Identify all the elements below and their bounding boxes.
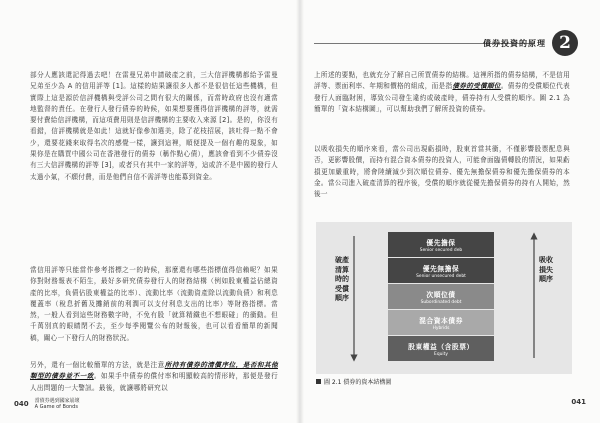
- capital-tier-name: 股東權益（含股票）: [408, 342, 474, 351]
- capital-structure-stack: [388, 232, 494, 362]
- body-text-run: ，或者只有其中一家的評等，這或許不是中國的發行人太過小氣，不願付費，而是他們自信不需評等也能募到資金。: [30, 161, 278, 181]
- body-text-run: 。這樣的結果讓很多人都不是很信任這些機構，但實際上這是源於信評機構與受評公司之間有很大的關係，而當時政府也沒有適當地監督的責任。在發行人發行債券的時候，如果想要獲得信評機構的評等，就需要付費給信評機構，而這項費用則是信評機構的主要收入來源: [30, 82, 279, 125]
- body-text-run: [1]: [112, 82, 124, 91]
- capital-tier-english-name: Senior unsecured debt: [416, 273, 466, 279]
- capital-tier: [388, 310, 494, 336]
- right-paragraph-1: [314, 70, 570, 115]
- capital-tier-name: 優先無擔保: [422, 264, 460, 273]
- book-title-zh: 當債券遇到國家崩壞: [34, 398, 80, 404]
- chapter-number-badge: 2: [552, 30, 578, 56]
- capital-tier: [388, 232, 494, 258]
- body-text-run: 。債券的受償順位代表發行人面臨財困，導致公司發生違約或破產時，債券持有人受償的順序。圖 2.1 為簡單的「資本結構圖」，可以幫助我們了解所投資的債券。: [314, 82, 570, 113]
- left-footer: [14, 398, 80, 410]
- running-head: [483, 30, 578, 56]
- left-page-number: 040: [14, 400, 29, 408]
- left-paragraph-1: [30, 70, 278, 183]
- right-page-number: 041: [571, 398, 586, 406]
- body-text-run: 當信用評等只能當作參考指標之一的時候，那麼還有哪些指標值得信賴呢？如果你對財務報表不陌生，最好多研究債券發行人的財務結構（例如股東權益佔總資產的比率，負債佔股東權益的比率）、流動比率（流動資產除以流動負債）和利息覆蓋率（稅息折舊及攤銷前的利潤可以支付利息支出的比率）等財務指標。當然，一般人看到這些財務數字時，不免有股「就算精鐵也不想眼碰」的衝動。但千萬別真的眼睛閉不去，至少每季閱覽公布的財報後，也可以看看簡單的新聞稿，關心一下發行人的財務狀況。: [30, 266, 278, 342]
- body-text-run: 。是的，你沒有看錯，信評機構就是如此！這就好像參加選美，除了花枝招展，該吐得一點不會少，還要花錢來取得名次的感覺一樣，讓到這裡，順便提及一個有趣的現象，如果你是在購買中國公司在香港發行的債券（稱作點心債），應該會看到不少債券沒有三大信評機構的評等: [30, 116, 278, 170]
- capital-tier: [388, 336, 494, 362]
- loss-absorption-label: 吸收損失順序: [539, 256, 553, 283]
- repayment-order-label: 破產清算時的受償順序: [335, 256, 349, 302]
- emphasized-text: 債券的受償順位: [452, 82, 501, 91]
- right-footer: [571, 398, 586, 406]
- capital-tier-name: 優先擔保: [426, 238, 456, 247]
- left-paragraph-2: [30, 265, 278, 344]
- capital-tier-english-name: Hybrids: [432, 325, 450, 331]
- figure-caption-text: 圖 2.1 債券的資本結構圖: [324, 379, 392, 386]
- capital-tier: [388, 284, 494, 310]
- capital-tier: [388, 258, 494, 284]
- right-paragraph-2: [314, 144, 570, 200]
- body-text-run: 上所述的要點，也就充分了解自己所買債券的結構。這裡所指的債券結構，不是信用評等、票面利率、年期和價格的組成，而是指: [314, 71, 570, 91]
- body-text-run: 部分人應該還記得過去吧！在雷曼兄弟申請破產之前，三大信評機構都給予雷曼兄弟至少為 A 的信用評等: [30, 71, 278, 91]
- capital-tier-name: 混合資本債券: [419, 316, 463, 325]
- caption-marker-icon: [316, 379, 321, 384]
- figure-caption: [316, 377, 391, 386]
- body-text-run: [2]: [219, 116, 230, 125]
- left-page: [0, 0, 298, 423]
- capital-tier-english-name: Subordinated debt: [420, 299, 462, 305]
- body-text-run: [3]: [101, 161, 112, 170]
- body-text-run: 以吸收損失的順序來看，當公司出現虧損時，股東首當其衝，不僅影響股票配息與否，更影響股價，而持有混合資本債券的投資人，可能會面臨債轉股的情況，如果虧損更加嚴重時，將會陸續減少到次順位債券、優先無擔保債券和優先擔保債券的本金。當公司進入破產清算的程序後，受償的順序就從優先擔保債券的持有人開始，然後一: [314, 145, 570, 199]
- body-text-run: 。如果手中債券的償付率和明顯較高的情形時，那便是發行人出問題的一大警訊。最後，就讓哪將研究以: [30, 372, 278, 392]
- right-page: [302, 0, 600, 423]
- book-title-en: A Game of Bonds: [34, 404, 78, 410]
- running-head-title: 債券投資的原理: [483, 38, 546, 48]
- body-text-run: 另外，還有一個比較簡單的方法，就是注意: [30, 361, 165, 369]
- capital-tier-english-name: Senior secured deb: [419, 247, 463, 253]
- emphasized-text: 所持有債券的清償序位，是否和其他類型的債券並不一致: [30, 361, 278, 381]
- capital-tier-english-name: Equity: [434, 351, 448, 357]
- left-paragraph-3: [30, 360, 278, 394]
- capital-structure-figure: [316, 222, 572, 374]
- capital-tier-name: 次順位債: [426, 290, 456, 299]
